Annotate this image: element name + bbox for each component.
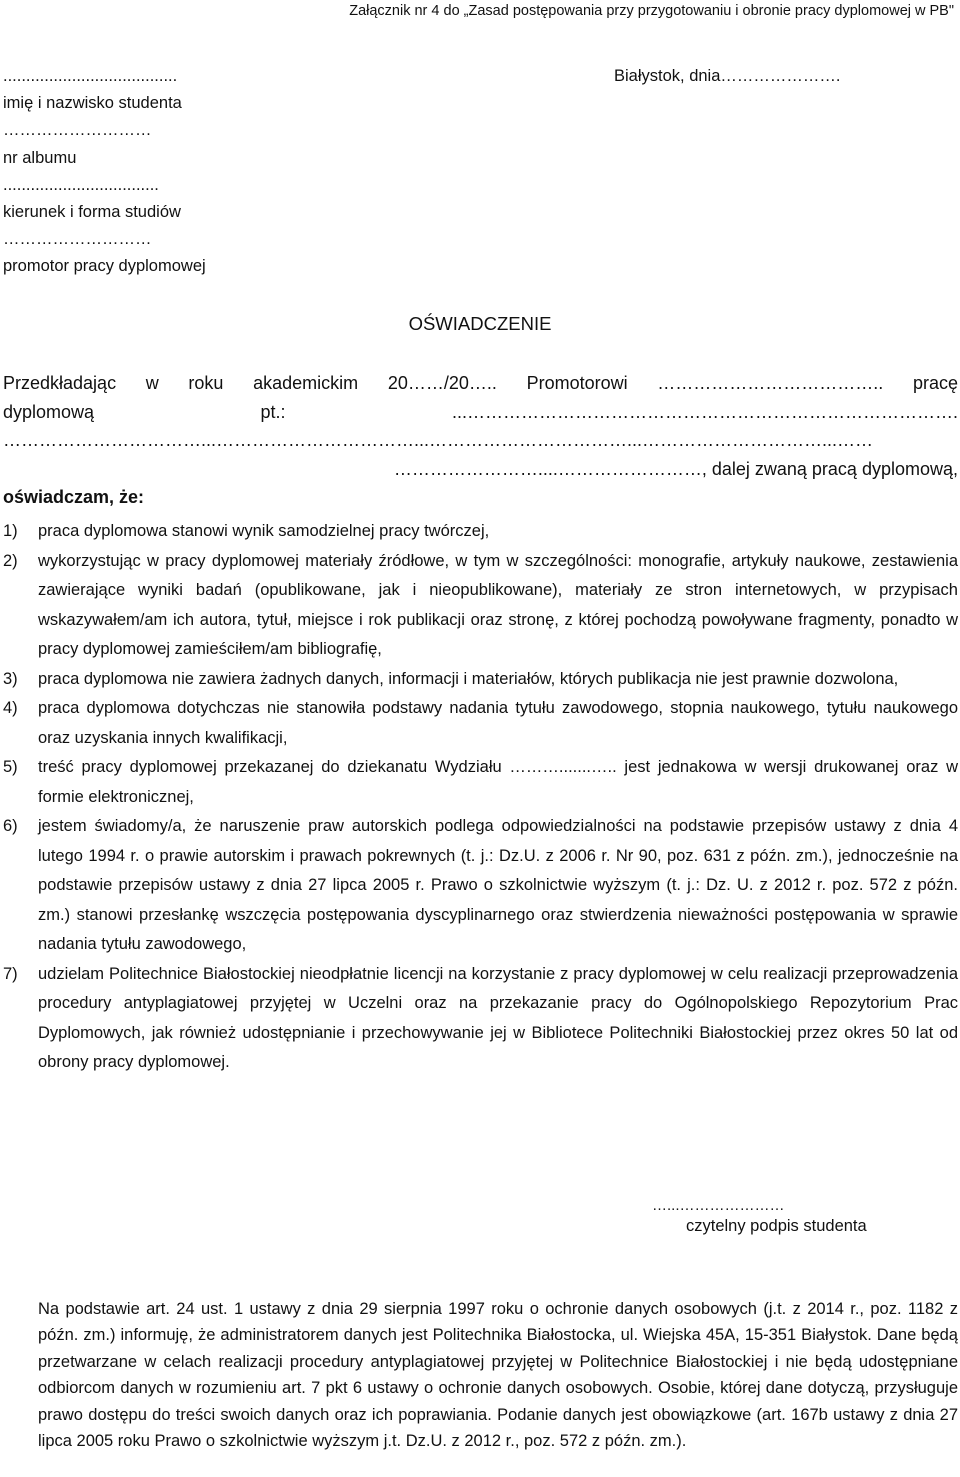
field-of-study-label: kierunek i forma studiów: [3, 203, 181, 222]
supervisor-dots: ………………………: [3, 230, 152, 249]
declaration-item: [3, 517, 958, 547]
item-number: 2): [3, 551, 18, 570]
item-number: 7): [3, 964, 18, 983]
item-number: 3): [3, 669, 18, 688]
item-number: 5): [3, 758, 18, 776]
place-date-line: Białystok, dnia………………….: [614, 67, 841, 85]
student-name-label: imię i nazwisko studenta: [3, 94, 182, 113]
album-number-label: nr albumu: [3, 148, 77, 167]
data-protection-note: Na podstawie art. 24 ust. 1 ustawy z dnia 29 sierpnia 1997 roku o ochronie danych osobowych (j.t. z 2014 r., poz. 1182 z późn. zm.) informuję, że administratorem danych jest Politechnika Białostocka, ul. Wiejska 45A, 15-351 Białystok. Dane będą przetwarzane w celach realizacji procedury antyplagiatowej przyjętej w Politechnice Białostockiej i nie będą udostępniane odbiorcom danych w rozumieniu art. 7 pkt 6 ustawy o ochronie danych osobowych. Osobie, której dane dotyczą, przysługuje prawo dostępu do treści swoich danych oraz ich poprawiania. Podanie danych jest obowiązkowe (art. 167b ustawy z dnia 27 lipca 2005 roku Prawo o szkolnictwie wyższym j.t. Dz.U. z 2012 r., poz. 572 z późn. zm.).: [38, 1300, 958, 1451]
supervisor-label: promotor pracy dyplomowej: [3, 257, 206, 276]
declaration-list: [3, 517, 958, 1078]
item-text: praca dyplomowa stanowi wynik samodzielnej pracy twórczej,: [38, 522, 490, 540]
declaration-lead: oświadczam, że:: [3, 487, 145, 507]
thesis-title-label: dyplomową pt.:: [3, 401, 286, 422]
intro-line-3: ……………………………...……………………………...……………………………...…………………………...……: [3, 430, 874, 450]
intro-line-2: [3, 398, 958, 427]
item-text: praca dyplomowa dotychczas nie stanowiła podstawy nadania tytułu zawodowego, stopnia naukowego, tytułu naukowego oraz uzyskania innych kwalifikacji,: [38, 699, 958, 747]
item-number: 1): [3, 522, 18, 540]
item-text: praca dyplomowa nie zawiera żadnych danych, informacji i materiałów, których publikacja nie jest prawnie dozwolona,: [38, 669, 899, 688]
declaration-item: [3, 753, 958, 812]
item-number: 6): [3, 817, 18, 835]
intro-paragraph: [3, 369, 958, 512]
declaration-item: [3, 547, 958, 665]
declaration-item: [3, 812, 958, 960]
declaration-item: [3, 665, 958, 695]
field-of-study-dots: ..................................: [3, 175, 159, 194]
intro-line-1: Przedkładając w roku akademickim 20……/20….. Promotorowi ……………………………….. pracę: [3, 373, 958, 393]
item-text: jestem świadomy/a, że naruszenie praw autorskich podlega odpowiedzialności na podstawie przepisów ustawy z dnia 4 lutego 1994 r. o prawie autorskim i prawach pokrewnych (t. j.: Dz.U. z 2006 r. Nr 90, poz. 631 z późn. zm.), jednocześnie na podstawie przepisów ustawy z dnia 27 lipca 2005 r. Prawo o szkolnictwie wyższym (t. j.: Dz. U. z 2012 r. poz. 572 z późn. zm.) stanowi przesłankę wszczęcia postępowania dyscyplinarnego oraz stwierdzenia nieważności postępowania w sprawie nadania tytułu zawodowego,: [38, 817, 958, 953]
item-number: 4): [3, 699, 18, 717]
signature-dots: …...…………………: [652, 1197, 785, 1214]
album-number-dots: ………………………: [3, 121, 152, 140]
signature-label: czytelny podpis studenta: [686, 1217, 867, 1235]
item-text: wykorzystując w pracy dyplomowej materiały źródłowe, w tym w szczególności: monografie, artykuły naukowe, zestawienia zawierające wyniki badań (opublikowane, jak i nieopublikowane), materiały ze stron internetowych, w przypisach wskazywałem/am ich autora, tytuł, miejsce i rok publikacji oraz stronę, z której pochodzą powoływane fragmenty, ponadto w pracy dyplomowej zamieściłem/am bibliografię,: [38, 551, 958, 658]
item-text: udzielam Politechnice Białostockiej nieodpłatnie licencji na korzystanie z pracy dyplomowej w celu realizacji przeprowadzenia procedury antyplagiatowej przyjętej w Uczelni oraz na przekazanie pracy do Ogólnopolskiego Repozytorium Prac Dyplomowych, jak również udostępnianie i przechowywanie jej w Bibliotece Politechniki Białostockiej przez okres 50 lat od obrony pracy dyplomowej.: [38, 964, 958, 1071]
declaration-item: [3, 694, 958, 753]
student-info-block: [3, 63, 206, 281]
document-title: OŚWIADCZENIE: [408, 313, 552, 334]
intro-line-4: ……………………....……………………, dalej zwaną pracą dyplomową,: [393, 458, 958, 479]
attachment-header-note: Załącznik nr 4 do „Zasad postępowania przy przygotowaniu i obronie pracy dyplomowej w PB": [349, 3, 954, 19]
item-text: treść pracy dyplomowej przekazanej do dziekanatu Wydziału ……….......….. jest jednakowa w wersji drukowanej oraz w formie elektronicznej,: [38, 758, 958, 806]
thesis-title-dots: ...……………………………………………………………………….: [451, 401, 958, 422]
student-name-dots: ......................................: [3, 67, 178, 85]
declaration-item: [3, 960, 958, 1078]
